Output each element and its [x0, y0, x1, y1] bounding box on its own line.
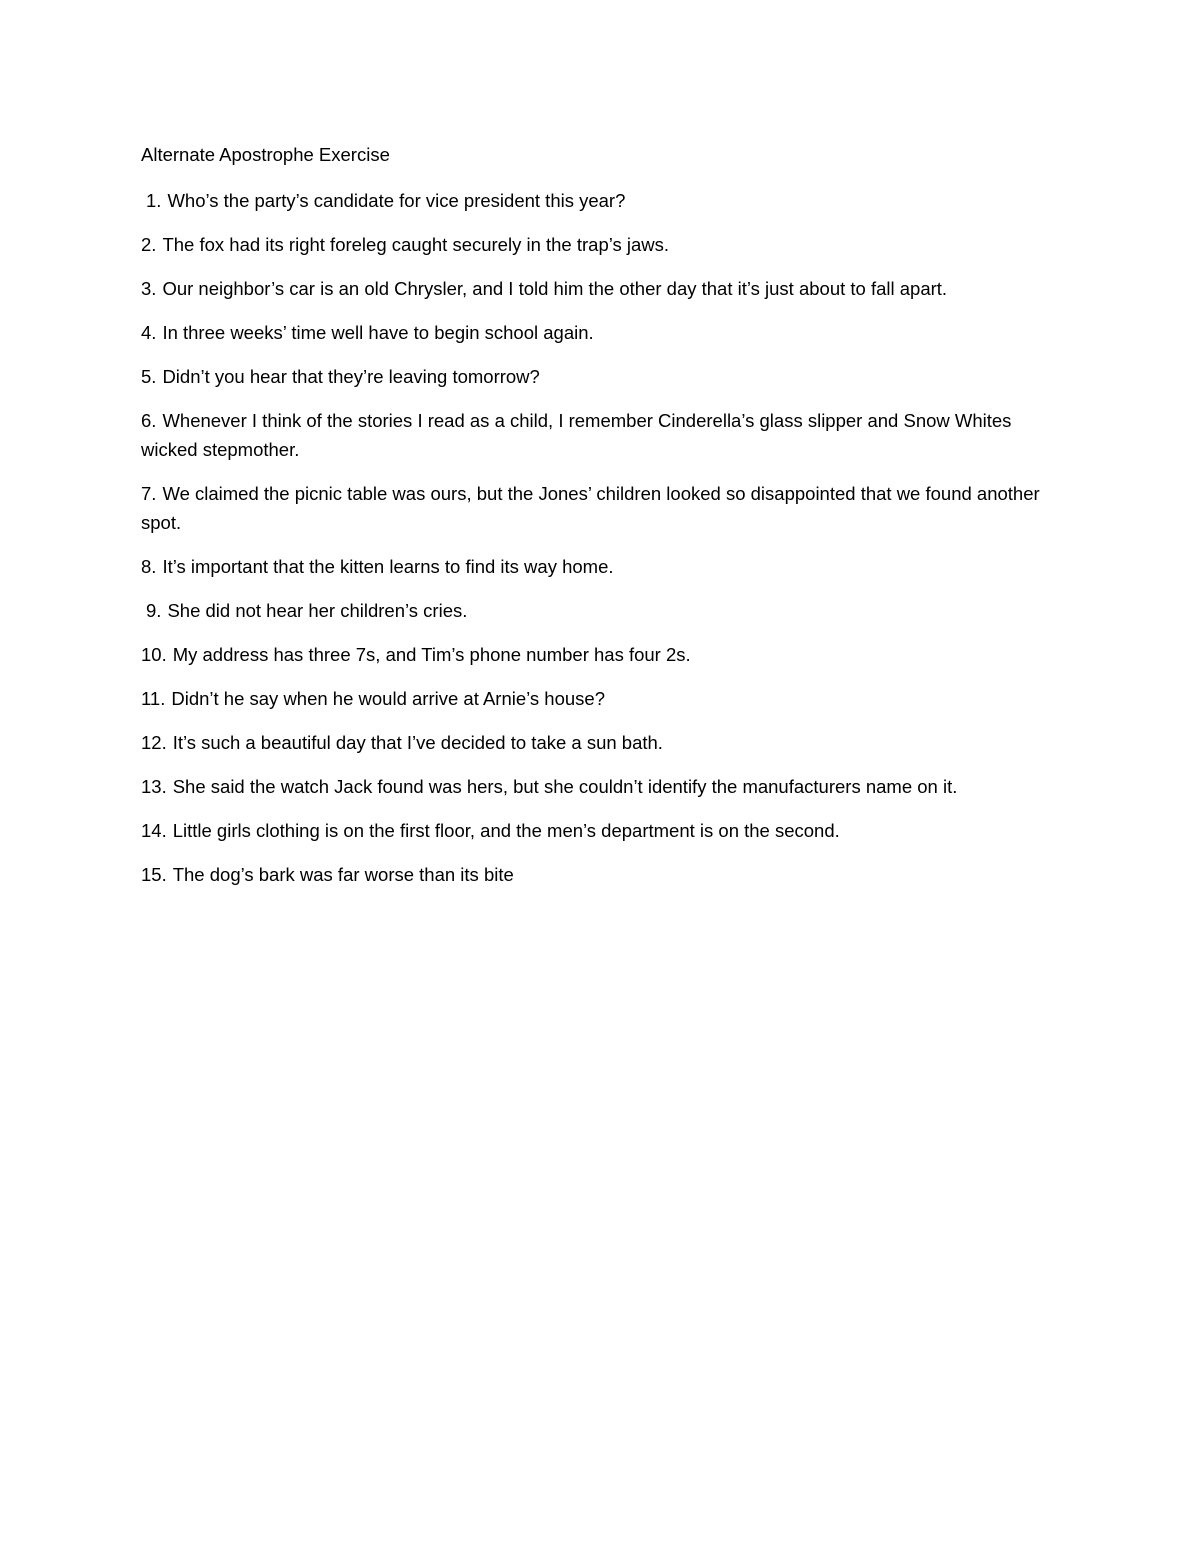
document-body [141, 142, 1061, 904]
item-text: It’s important that the kitten learns to find its way home. [162, 556, 614, 577]
document-title: Alternate Apostrophe Exercise [141, 144, 390, 165]
exercise-item [141, 684, 1061, 713]
item-number: 12. [141, 732, 167, 753]
exercise-item [141, 728, 1061, 757]
item-number: 5. [141, 366, 157, 387]
exercise-item [141, 318, 1061, 347]
item-number: 8. [141, 556, 157, 577]
exercise-item [141, 860, 1061, 889]
item-text: We claimed the picnic table was ours, but the Jones’ children looked so disappointed that we found another spot. [141, 483, 1040, 533]
item-text: Our neighbor’s car is an old Chrysler, and I told him the other day that it’s just about to fall apart. [162, 278, 948, 299]
exercise-item [141, 640, 1061, 669]
exercise-item [141, 596, 1061, 625]
item-text: The dog’s bark was far worse than its bite [172, 864, 514, 885]
item-text: My address has three 7s, and Tim’s phone number has four 2s. [172, 644, 691, 665]
exercise-item [141, 479, 1061, 537]
exercise-item [141, 362, 1061, 391]
item-number: 9. [146, 600, 162, 621]
exercise-item [141, 816, 1061, 845]
exercise-item [141, 552, 1061, 581]
item-text: In three weeks’ time well have to begin school again. [162, 322, 594, 343]
item-number: 7. [141, 483, 157, 504]
item-text: Didn’t you hear that they’re leaving tomorrow? [162, 366, 540, 387]
item-number: 4. [141, 322, 157, 343]
item-number: 3. [141, 278, 157, 299]
item-text: She did not hear her children’s cries. [167, 600, 468, 621]
item-text: The fox had its right foreleg caught securely in the trap’s jaws. [162, 234, 670, 255]
exercise-item [141, 230, 1061, 259]
item-number: 13. [141, 776, 167, 797]
item-text: Whenever I think of the stories I read as a child, I remember Cinderella’s glass slipper and Snow Whites wicked stepmother. [141, 410, 1012, 460]
exercise-item [141, 772, 1061, 801]
item-text: Little girls clothing is on the first floor, and the men’s department is on the second. [172, 820, 840, 841]
item-number: 14. [141, 820, 167, 841]
item-number: 2. [141, 234, 157, 255]
item-text: Who’s the party’s candidate for vice president this year? [167, 190, 626, 211]
item-text: Didn’t he say when he would arrive at Arnie’s house? [171, 688, 605, 709]
exercise-item [141, 406, 1061, 464]
item-number: 15. [141, 864, 167, 885]
item-number: 10. [141, 644, 167, 665]
exercise-item [141, 274, 1061, 303]
item-number: 6. [141, 410, 157, 431]
exercise-item [141, 186, 1061, 215]
item-number: 11. [141, 688, 166, 709]
item-text: It’s such a beautiful day that I’ve decided to take a sun bath. [172, 732, 663, 753]
item-number: 1. [146, 190, 162, 211]
item-text: She said the watch Jack found was hers, but she couldn’t identify the manufacturers name on it. [172, 776, 958, 797]
